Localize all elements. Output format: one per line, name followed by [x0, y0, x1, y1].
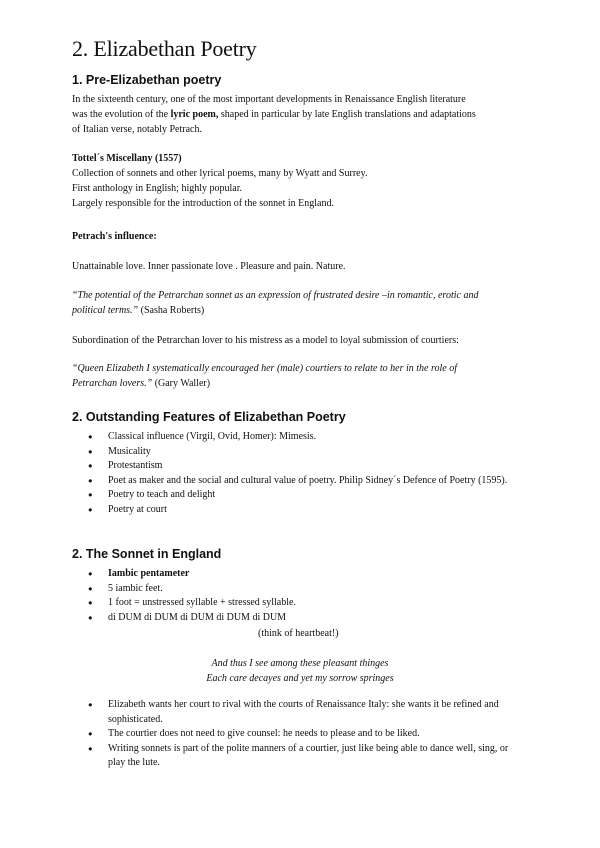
tottel-title: Tottel´s Miscellany (1557)	[72, 153, 182, 164]
intro-paragraph	[72, 92, 532, 137]
quote-sasha-roberts: “The potential of the Petrarchan sonnet as an expression of frustrated desire –in romantic, erotic and political terms.” (Sasha Roberts)	[72, 290, 479, 316]
court-list	[86, 698, 526, 771]
tottel-line: Largely responsible for the introduction of the sonnet in England.	[72, 198, 334, 209]
petrach-title: Petrach's influence:	[72, 231, 157, 242]
section-heading-sonnet: 2. The Sonnet in England	[72, 547, 222, 561]
intro-line-1: In the sixteenth century, one of the most important developments in Renaissance English literature	[72, 94, 466, 105]
list-item: ● Elizabeth wants her court to rival with the courts of Renaissance Italy: she wants it be refined and sophisticated.	[86, 698, 526, 727]
subordination-line: Subordination of the Petrarchan lover to his mistress as a model to loyal submission of courtiers:	[72, 335, 459, 346]
list-item: ● Musicality	[86, 445, 526, 460]
list-item: ● Iambic pentameter	[86, 567, 526, 582]
quote-gary-waller: “Queen Elizabeth I systematically encouraged her (male) courtiers to relate to her in the role of Petrarchan lovers.” (Gary Waller)	[72, 363, 458, 389]
list-item: ● 5 iambic feet.	[86, 582, 526, 597]
features-list	[86, 430, 526, 518]
tottel-line: First anthology in English; highly popular.	[72, 183, 242, 194]
list-item: ● Poet as maker and the social and cultural value of poetry. Philip Sidney´s Defence of Poetry (1595).	[86, 474, 526, 489]
quote-author: (Sasha Roberts)	[138, 305, 205, 316]
section-heading-pre-elizabethan: 1. Pre-Elizabethan poetry	[72, 73, 222, 87]
verse-line: Each care decayes and yet my sorrow springes	[206, 673, 394, 684]
list-item: ● 1 foot = unstressed syllable + stressed syllable.	[86, 596, 526, 611]
section-heading-features: 2. Outstanding Features of Elizabethan Poetry	[72, 410, 346, 424]
list-item: ● Writing sonnets is part of the polite manners of a courtier, just like being able to dance well, sing, or play the lute.	[86, 742, 526, 771]
quote-author: (Gary Waller)	[152, 378, 211, 389]
tottel-line: Collection of sonnets and other lyrical poems, many by Wyatt and Surrey.	[72, 168, 368, 179]
sonnet-list	[86, 567, 526, 625]
list-item: ● Classical influence (Virgil, Ovid, Homer): Mimesis.	[86, 430, 526, 445]
list-item: ● di DUM di DUM di DUM di DUM di DUM	[86, 611, 526, 626]
lyric-poem-term: lyric poem,	[170, 109, 219, 120]
list-item: ● Poetry at court	[86, 503, 526, 518]
list-item: ● Protestantism	[86, 459, 526, 474]
list-item: ● The courtier does not need to give counsel: he needs to please and to be liked.	[86, 727, 526, 742]
tottel-paragraph	[72, 166, 532, 211]
intro-line-3: of Italian verse, notably Petrach.	[72, 124, 202, 135]
verse-excerpt	[72, 656, 528, 686]
petrach-line: Unattainable love. Inner passionate love . Pleasure and pain. Nature.	[72, 261, 346, 272]
heartbeat-note: (think of heartbeat!)	[258, 628, 339, 639]
intro-line-2: was the evolution of the lyric poem, shaped in particular by late English translations and adaptations	[72, 109, 476, 120]
verse-line: And thus I see among these pleasant thinges	[211, 658, 389, 669]
list-item: ● Poetry to teach and delight	[86, 488, 526, 503]
page-title: 2. Elizabethan Poetry	[72, 36, 257, 61]
